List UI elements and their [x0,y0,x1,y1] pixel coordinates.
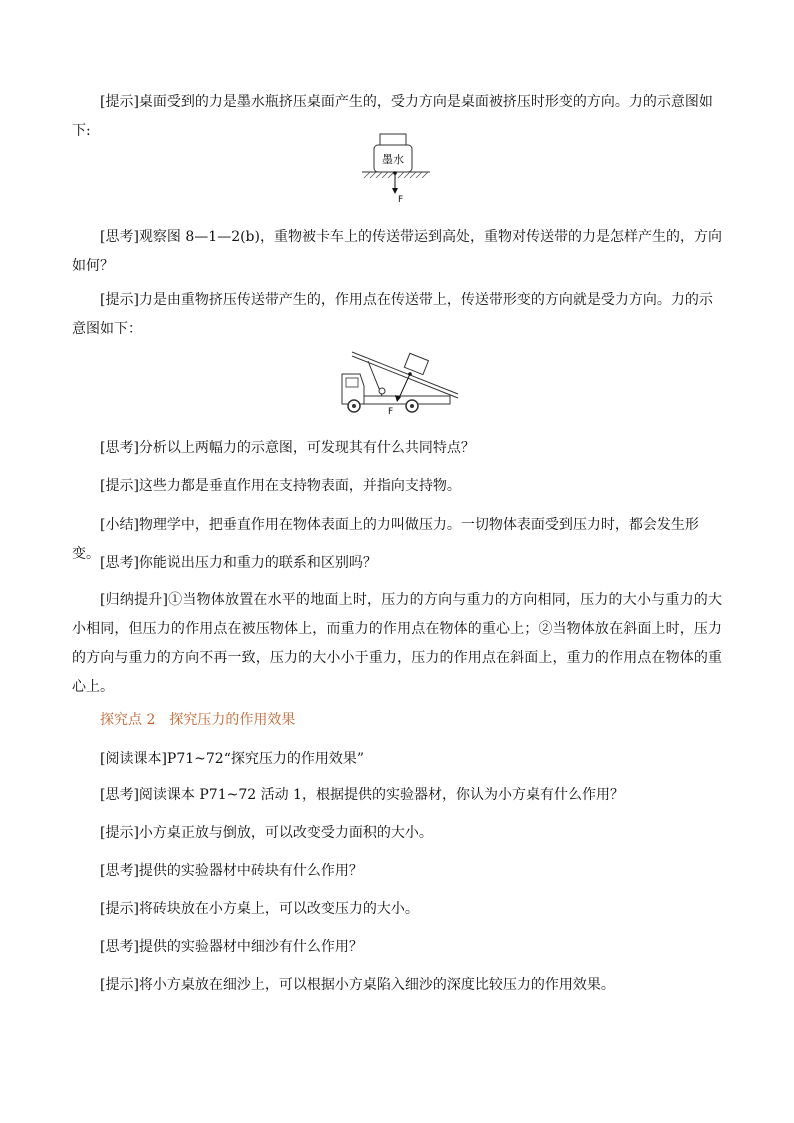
hint-paragraph-3: [提示]这些力都是垂直作用在支持物表面，并指向支持物。 [100,478,461,494]
hint-paragraph-4: [提示]小方桌正放与倒放，可以改变受力面积的大小。 [100,825,433,841]
think-paragraph-3: [思考]你能说出压力和重力的联系和区别吗？ [100,555,377,571]
support-pivot [379,388,385,394]
force-arrow [399,374,410,398]
think-paragraph-6: [思考]提供的实验器材中细沙有什么作用？ [100,939,363,955]
bottle-cap [380,134,406,145]
conveyor-belt-bottom [352,356,458,398]
rear-wheel-hub [410,404,414,408]
section-heading: 探究点 2 探究压力的作用效果 [100,712,296,728]
hint-paragraph-5: [提示]将砖块放在小方桌上，可以改变压力的大小。 [100,901,419,917]
hint-paragraph-1: [提示]桌面受到的力是墨水瓶挤压桌面产生的，受力方向是桌面被挤压时形变的方向。力的示意图如下: [72,94,713,139]
think-paragraph-5: [思考]提供的实验器材中砖块有什么作用？ [100,863,363,879]
summary-paragraph: [小结]物理学中，把垂直作用在物体表面上的力叫做压力。一切物体表面受到压力时，都会发生形变。 [72,517,699,562]
ink-bottle-force-diagram [360,128,436,206]
truck-conveyor-force-diagram [334,348,464,418]
think-paragraph-4: [思考]阅读课本 P71~72 活动 1，根据提供的实验器材，你认为小方桌有什么作用？ [100,787,624,803]
hint-paragraph-2: [提示]力是由重物挤压传送带产生的，作用点在传送带上，传送带形变的方向就是受力方向。力的示意图如下： [72,292,713,337]
think-paragraph-2: [思考]分析以上两幅力的示意图，可发现其有什么共同特点？ [100,440,475,456]
cargo-box [404,353,428,374]
conveyor-belt-top [352,352,458,394]
force-arrowhead [392,188,398,194]
force-label: F [398,195,404,205]
bottle-label: 墨水 [382,153,404,166]
reading-paragraph: [阅读课本]P71~72“探究压力的作用效果” [100,751,365,767]
think-paragraph-1: [思考]观察图 8—1—2(b)，重物被卡车上的传送带运到高处，重物对传送带的力是怎样产生的，方向如何？ [72,229,722,274]
induction-paragraph: [归纳提升]①当物体放置在水平的地面上时，压力的方向与重力的方向相同，压力的大小与重力的大小相同，但压力的作用点在被压物体上，而重力的作用点在物体的重心上；②当物体放在斜面上时，压力的方向与重力的方向不再一致，压力的大小小于重力，压力的作用点在斜面上，重力的作用点在物体的重心上。 [72,592,722,695]
force-label: F [388,407,394,417]
hint-paragraph-6: [提示]将小方桌放在细沙上，可以根据小方桌陷入细沙的深度比较压力的作用效果。 [100,977,615,993]
truck-window [346,378,358,387]
front-wheel-hub [352,404,356,408]
